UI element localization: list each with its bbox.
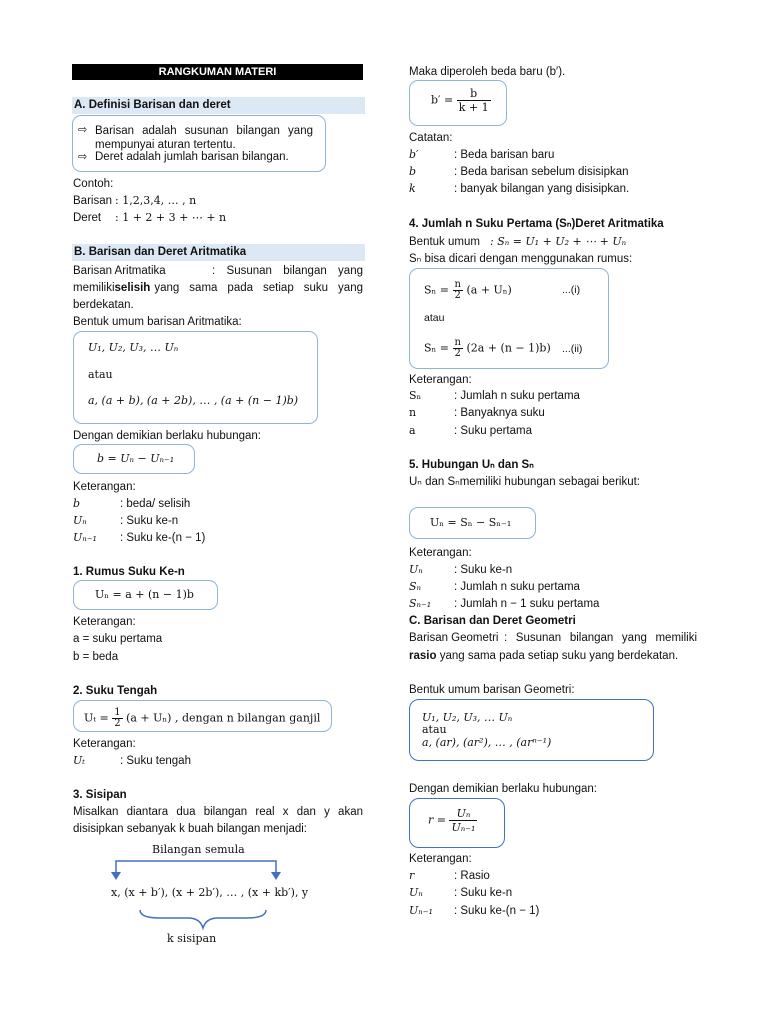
beda-relation: b = Uₙ − Uₙ₋₁ bbox=[97, 452, 175, 465]
ket-5-sym-2: Sₙ₋₁ bbox=[409, 597, 432, 610]
geometri-terms: U₁, U₂, U₃, … Uₙ bbox=[422, 711, 513, 724]
contoh-label: Contoh: bbox=[73, 178, 114, 190]
deret-example: : 1 + 2 + 3 + ⋯ + n bbox=[115, 211, 227, 224]
ket-5-sym-0: Uₙ bbox=[409, 563, 423, 576]
arrow-right-icon: ⇨ bbox=[78, 123, 88, 136]
sn2-lhs: Sₙ = bbox=[424, 341, 450, 355]
sn2-rhs: (2a + (n − 1)b) bbox=[466, 341, 551, 355]
geometri-def-line1: : Susunan bilangan yang memiliki bbox=[504, 632, 697, 644]
ket-5-desc-0: : Suku ke-n bbox=[454, 564, 513, 576]
keterangan-c-label: Keterangan: bbox=[409, 853, 472, 865]
sn1-den: 2 bbox=[454, 290, 461, 301]
ket-c-sym-1: Uₙ bbox=[409, 886, 423, 899]
hubungan-label: Dengan demikian berlaku hubungan: bbox=[73, 430, 261, 442]
cat-sym-2: k bbox=[409, 182, 416, 195]
keterangan-2-label: Keterangan: bbox=[73, 738, 136, 750]
diagram-label-semula: Bilangan semula bbox=[152, 843, 245, 856]
section-4-title-b: Deret Aritmatika bbox=[575, 218, 664, 230]
bullet-deret: Deret adalah jumlah barisan bilangan. bbox=[95, 151, 289, 163]
rangkuman-banner: RANGKUMAN MATERI bbox=[72, 64, 363, 80]
ket-b-desc-2: : Suku ke-(n − 1) bbox=[120, 532, 206, 544]
bentuk-umum-aritmatika: Bentuk umum barisan Aritmatika: bbox=[73, 316, 242, 328]
keterangan-4-label: Keterangan: bbox=[409, 374, 472, 386]
ket-4-sym-2: a bbox=[409, 424, 416, 437]
aritmatika-general: a, (a + b), (a + 2b), … , (a + (n − 1)b) bbox=[88, 394, 299, 407]
ket-c-sym-2: Uₙ₋₁ bbox=[409, 904, 433, 917]
sn-formula-2-tag: ...(ii) bbox=[562, 343, 583, 355]
ket-c-desc-2: : Suku ke-(n − 1) bbox=[454, 905, 540, 917]
geometri-general: a, (ar), (ar²), … , (arⁿ⁻¹) bbox=[422, 736, 552, 749]
beda-baru-den: k + 1 bbox=[458, 101, 489, 114]
suku-ke-n-formula: Uₙ = a + (n − 1)b bbox=[95, 588, 194, 601]
suku-tengah-rhs: (a + Uₙ) , dengan n bilangan ganjil bbox=[126, 711, 321, 725]
ket-b-sym-2: Uₙ₋₁ bbox=[73, 531, 97, 544]
sn2-num: n bbox=[454, 337, 461, 348]
ket-c-desc-0: : Rasio bbox=[454, 870, 490, 882]
section-a-title: A. Definisi Barisan dan deret bbox=[74, 99, 231, 111]
section-a-header bbox=[72, 97, 365, 114]
geometri-def-term: Barisan Geometri bbox=[409, 632, 499, 644]
hubungan-geometri-label: Dengan demikian berlaku hubungan: bbox=[409, 783, 597, 795]
sn-dicari-line: Sₙ bisa dicari dengan menggunakan rumus: bbox=[409, 253, 633, 265]
rasio-relation bbox=[428, 807, 477, 834]
rasio-den: Uₙ₋₁ bbox=[451, 821, 476, 834]
half-den: 2 bbox=[114, 718, 121, 729]
barisan-label: Barisan bbox=[73, 195, 112, 207]
section-2-title: 2. Suku Tengah bbox=[73, 685, 158, 697]
ket-4-desc-1: : Banyaknya suku bbox=[454, 407, 545, 419]
bullet-barisan-line2: mempunyai aturan tertentu. bbox=[95, 139, 236, 151]
ket-2-desc: : Suku tengah bbox=[120, 755, 191, 767]
rasio-fraction bbox=[449, 807, 477, 834]
ket-4-desc-0: : Jumlah n suku pertama bbox=[454, 390, 580, 402]
section-1-title: 1. Rumus Suku Ke-n bbox=[73, 566, 185, 578]
beda-baru-fraction bbox=[457, 87, 491, 114]
section-b-header bbox=[72, 244, 365, 261]
cat-sym-1: b bbox=[409, 165, 417, 178]
def-line2-rest: yang sama pada setiap suku yang bbox=[154, 282, 363, 294]
sn1-rhs: (a + Uₙ) bbox=[466, 283, 512, 297]
bentuk-umum-geometri: Bentuk umum barisan Geometri: bbox=[409, 684, 575, 696]
beda-baru-formula bbox=[431, 87, 491, 114]
geometri-def-line2 bbox=[409, 649, 678, 663]
cat-sym-0: b′ bbox=[409, 148, 419, 161]
section-5-title: 5. Hubungan Uₙ dan Sₙ bbox=[409, 459, 534, 471]
maka-line: Maka diperoleh beda baru (b′). bbox=[409, 66, 566, 78]
section-4-title-a: 4. Jumlah n Suku Pertama (Sₙ) bbox=[409, 218, 576, 230]
ket-c-sym-0: r bbox=[409, 869, 415, 882]
hubungan-un-sn-line: Uₙ dan Sₙmemiliki hubungan sebagai berikut: bbox=[409, 476, 640, 488]
rasio-num: Uₙ bbox=[449, 807, 477, 821]
bentuk-umum-deret-label: Bentuk umum bbox=[409, 236, 480, 248]
ket-b-sym-1: Uₙ bbox=[73, 514, 87, 527]
ket-4-sym-0: Sₙ bbox=[409, 389, 422, 402]
sn-atau: atau bbox=[424, 312, 445, 324]
ket-b-sym-0: b bbox=[73, 497, 81, 510]
ket-2-sym: Uₜ bbox=[73, 754, 85, 767]
arrow-right-icon: ⇨ bbox=[78, 150, 88, 163]
diagram-sequence: x, (x + b′), (x + 2b′), … , (x + kb′), y bbox=[111, 886, 309, 899]
cat-desc-1: : Beda barisan sebelum disisipkan bbox=[454, 166, 629, 178]
aritmatika-atau: atau bbox=[88, 368, 113, 381]
sn-formula-1-tag: ...(i) bbox=[562, 284, 581, 296]
sn1-num: n bbox=[454, 279, 461, 290]
deret-label: Deret bbox=[73, 212, 102, 224]
beda-baru-num: b bbox=[457, 87, 491, 101]
keterangan-1-label: Keterangan: bbox=[73, 616, 136, 628]
half-num: 1 bbox=[114, 707, 121, 718]
half-fraction bbox=[112, 708, 122, 729]
suku-tengah-lhs: Uₜ = bbox=[84, 711, 109, 725]
ket-5-desc-1: : Jumlah n suku pertama bbox=[454, 581, 580, 593]
sisipan-para-line1: Misalkan diantara dua bilangan real x dan y akan bbox=[73, 806, 363, 818]
aritmatika-terms: U₁, U₂, U₃, … Uₙ bbox=[88, 341, 179, 354]
ket-5-sym-1: Sₙ bbox=[409, 580, 421, 593]
rasio-lhs: r = bbox=[428, 813, 446, 827]
sn-formula-1 bbox=[424, 280, 512, 301]
cat-desc-0: : Beda barisan baru bbox=[454, 149, 555, 161]
ket-b-desc-1: : Suku ke-n bbox=[120, 515, 179, 527]
ket-b-desc-0: : beda/ selisih bbox=[120, 498, 191, 510]
sn1-fraction bbox=[453, 280, 463, 301]
section-c-title: C. Barisan dan Deret Geometri bbox=[409, 615, 576, 627]
ket-1-row-a: a = suku pertama bbox=[73, 633, 163, 645]
aritmatika-def-line1: : Susunan bilangan yang bbox=[212, 265, 363, 277]
ket-1-row-b: b = beda bbox=[73, 651, 119, 663]
ket-c-desc-1: : Suku ke-n bbox=[454, 887, 513, 899]
ket-4-sym-1: n bbox=[409, 406, 417, 419]
keterangan-b-label: Keterangan: bbox=[73, 481, 136, 493]
aritmatika-def-line2 bbox=[73, 281, 363, 295]
un-sn-relation: Uₙ = Sₙ − Sₙ₋₁ bbox=[430, 516, 512, 529]
bullet-barisan-line1: Barisan adalah susunan bilangan yang bbox=[95, 125, 313, 137]
ket-5-desc-2: : Jumlah n − 1 suku pertama bbox=[454, 598, 600, 610]
aritmatika-def-term: Barisan Aritmatika bbox=[73, 265, 166, 277]
geometri-def-line2-rest: yang sama pada setiap suku yang berdekatan. bbox=[439, 650, 679, 662]
sn1-lhs: Sₙ = bbox=[424, 283, 450, 297]
section-4-title bbox=[409, 217, 664, 231]
section-3-title: 3. Sisipan bbox=[73, 789, 127, 801]
bentuk-umum-deret: : Sₙ = U₁ + U₂ + ⋯ + Uₙ bbox=[490, 235, 627, 248]
word-memiliki: memiliki bbox=[73, 282, 115, 294]
word-rasio: rasio bbox=[409, 650, 437, 662]
sn-formula-2 bbox=[424, 338, 551, 359]
geometri-atau: atau bbox=[422, 723, 447, 736]
beda-baru-lhs: b′ = bbox=[431, 93, 454, 107]
sn2-den: 2 bbox=[454, 348, 461, 359]
ket-4-desc-2: : Suku pertama bbox=[454, 425, 532, 437]
keterangan-5-label: Keterangan: bbox=[409, 547, 472, 559]
barisan-example: : 1,2,3,4, … , n bbox=[115, 194, 197, 207]
suku-tengah-formula bbox=[84, 708, 320, 729]
sn2-fraction bbox=[453, 338, 463, 359]
section-b-title: B. Barisan dan Deret Aritmatika bbox=[74, 246, 247, 258]
catatan-label: Catatan: bbox=[409, 132, 453, 144]
diagram-label-sisipan: k sisipan bbox=[167, 932, 217, 945]
cat-desc-2: : banyak bilangan yang disisipkan. bbox=[454, 183, 630, 195]
word-selisih: selisih bbox=[114, 282, 151, 294]
sisipan-para-line2: disisipkan sebanyak k buah bilangan menjadi: bbox=[73, 823, 307, 835]
aritmatika-def-line3: berdekatan. bbox=[73, 299, 134, 311]
